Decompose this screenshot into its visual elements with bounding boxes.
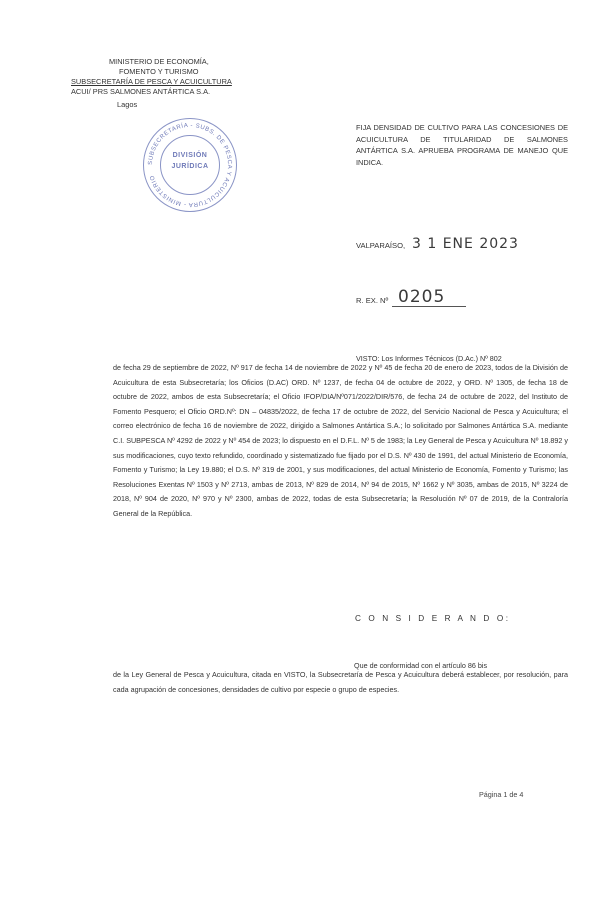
place-label: VALPARAÍSO, — [356, 241, 406, 250]
ministry-line: MINISTERIO DE ECONOMÍA, — [109, 57, 209, 66]
date-stamp: 3 1 ENE 2023 — [412, 236, 519, 252]
considerando-paragraph: de la Ley General de Pesca y Acuicultura, citada en VISTO, la Subsecretaría de Pesca y Acuicultura deberá establecer, por resolución, para cada agrupación de concesiones, densidades de cultivo por especie o grupo de especies. — [113, 670, 568, 694]
stamp-center-word-2: JURÍDICA — [171, 163, 209, 170]
stamp-center-word: DIVISIÓN — [172, 152, 208, 159]
considerando-heading: C O N S I D E R A N D O: — [355, 614, 511, 623]
visto-paragraph: de fecha 29 de septiembre de 2022, Nº 917 de fecha 14 de noviembre de 2022 y Nº 45 de fecha 20 de enero de 2023, todos de la División de Acuicultura de esta Subsecretaría; los Oficios (D.AC) ORD. Nº 1237, de fecha 04 de octubre de 2022, y ORD. Nº 1305, de fecha 18 de octubre de 2022, ambos de esta Subsecretaría; el Oficio IFOP/DIA/Nº071/2022/DIR/576, de fecha 24 de octubre de 2022, del Instituto de Fomento Pesquero; el Oficio ORD.Nº: DN – 04835/2022, de fecha 17 de octubre de 2022, del Servicio Nacional de Pesca y Acuicultura; el correo electrónico de fecha 16 de noviembre de 2022, dirigido a Salmones Antártica S.A.; lo solicitado por Salmones Antártica S.A. mediante C.I. SUBPESCA Nº 4292 de 2022 y Nº 454 de 2023; lo dispuesto en el D.F.L. Nº 5 de 1983; la Ley General de Pesca y Acuicultura Nº 18.892 y sus modificaciones, cuyo texto refundido, coordinado y sistematizado fue fijado por el D.S. Nº 430 de 1991, del actual Ministerio de Economía, Fomento y Turismo; la Ley 19.880; el D.S. Nº 319 de 2001, y sus modificaciones, del actual Ministerio de Economía, Fomento y Turismo; las Resoluciones Exentas Nº 1503 y Nº 2713, ambas de 2013, Nº 829 de 2014, Nº 94 de 2015, Nº 1662 y Nº 3035, ambas de 2015, Nº 3224 de 2018, Nº 904 de 2020, Nº 970 y Nº 2300, ambas de 2022, todas de esta Subsecretaría; la Resolución Nº 07 de 2019, de la Contraloría General de la República. — [113, 363, 568, 518]
resolution-underline — [392, 306, 466, 307]
region-line: Lagos — [117, 100, 138, 109]
page-number: Página 1 de 4 — [479, 790, 524, 799]
reference-line: ACUI/ PRS SALMONES ANTÁRTICA S.A. — [71, 87, 211, 96]
document-title: FIJA DENSIDAD DE CULTIVO PARA LAS CONCESIONES DE ACUICULTURA DE TITULARIDAD DE SALMONES ANTÁRTICA S.A. APRUEBA PROGRAMA DE MANEJO QUE INDICA. — [356, 123, 568, 167]
resolution-number: 0205 — [398, 287, 446, 307]
considerando-first-line: Que de conformidad con el artículo 86 bis — [354, 661, 488, 670]
visto-first-line: VISTO: Los Informes Técnicos (D.Ac.) Nº 802 — [356, 354, 502, 363]
resolution-label: R. EX. Nº — [356, 296, 389, 305]
division-juridica-stamp — [143, 118, 237, 212]
subsecretaria-line: SUBSECRETARÍA DE PESCA Y ACUICULTURA — [71, 77, 232, 86]
ministry-line-2: FOMENTO Y TURISMO — [119, 67, 199, 76]
svg-text:SUBSECRETARÍA - SUBS. DE PESCA: SUBSECRETARÍA - SUBS. DE PESCA Y ACUICULTURA - MINISTERIO — [147, 122, 233, 208]
